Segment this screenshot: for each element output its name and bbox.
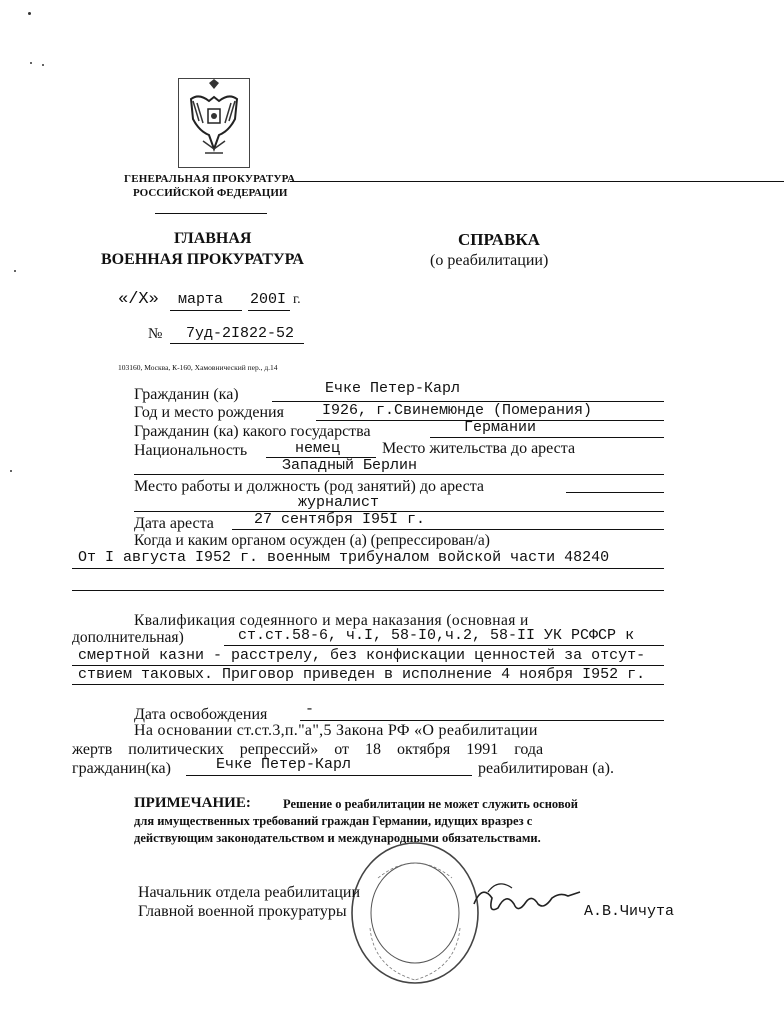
state-emblem-icon: [178, 78, 250, 168]
state-value: Германии: [464, 419, 537, 436]
note-line2: для имущественных требований граждан Германии, идущих вразрез с: [134, 814, 533, 828]
birth-label: Год и место рождения: [134, 404, 284, 421]
note-heading: ПРИМЕЧАНИЕ:: [134, 795, 251, 811]
basis-result: реабилитирован (а).: [478, 760, 614, 777]
org-underline: [155, 213, 267, 214]
residence-value: Западный Берлин: [282, 457, 418, 474]
document-subtitle: (о реабилитации): [430, 252, 549, 269]
release-line: [300, 720, 664, 721]
qualification-label-line2: дополнительная): [72, 629, 184, 646]
basis-line1: На основании ст.ст.3,п."а",5 Закона РФ «О реабилитации: [134, 722, 538, 739]
date-suffix: г.: [293, 292, 301, 307]
work-line-1: [566, 492, 664, 493]
date-year-line: [248, 310, 290, 311]
qualification-value-line2: смертной казни - расстрелу, без конфискации ценностей за отсут-: [78, 647, 646, 664]
date-month-line: [170, 310, 242, 311]
basis-citizen-line: [186, 775, 472, 776]
birth-value: I926, г.Свинемюнде (Померания): [322, 402, 593, 419]
work-label: Место работы и должность (род занятий) до ареста: [134, 478, 484, 495]
signature-title-line2: Главной военной прокуратуры: [138, 903, 347, 920]
state-label: Гражданин (ка) какого государства: [134, 423, 371, 440]
signature-icon: [468, 874, 588, 924]
convicted-line-1: [72, 568, 664, 569]
basis-citizen-label: гражданин(ка): [72, 760, 171, 777]
nationality-label: Национальность: [134, 442, 248, 459]
state-line: [430, 437, 664, 438]
citizen-label: Гражданин (ка): [134, 386, 239, 403]
nationality-value: немец: [295, 440, 341, 457]
note-line1: Решение о реабилитации не может служить основой: [283, 797, 578, 811]
work-value: журналист: [298, 494, 380, 511]
document-title: СПРАВКА: [458, 230, 540, 249]
arrest-label: Дата ареста: [134, 515, 214, 532]
date-month: марта: [178, 291, 224, 308]
arrest-line: [232, 529, 664, 530]
scan-speck: [14, 270, 16, 272]
scan-speck: [28, 12, 31, 15]
residence-label: Место жительства до ареста: [382, 440, 576, 457]
signatory-name: А.В.Чичута: [584, 903, 675, 920]
citizen-value: Ечке Петер-Карл: [325, 380, 461, 397]
note-line3: действующим законодательством и международными обязательствами.: [134, 831, 541, 845]
qualification-line-3: [72, 684, 664, 685]
qualification-value-line3: ствием таковых. Приговор приведен в исполнение 4 ноября I952 г.: [78, 666, 646, 683]
date-year: 200I: [250, 291, 287, 308]
basis-line2: жертв политических репрессий» от 18 октября 1991 года: [72, 741, 544, 758]
scan-speck: [42, 64, 44, 66]
release-label: Дата освобождения: [134, 706, 268, 723]
header-rule: [290, 181, 784, 182]
official-stamp-icon: [348, 838, 482, 988]
date-day: «/Х»: [118, 290, 159, 309]
number-line: [170, 343, 304, 344]
dept-line2: ВОЕННАЯ ПРОКУРАТУРА: [101, 251, 304, 268]
release-value: -: [305, 701, 315, 718]
dept-line1: ГЛАВНАЯ: [174, 230, 252, 247]
org-name-line1: ГЕНЕРАЛЬНАЯ ПРОКУРАТУРА: [124, 173, 296, 185]
basis-citizen-value: Ечке Петер-Карл: [216, 756, 352, 773]
scan-speck: [30, 62, 32, 64]
convicted-value: От I августа I952 г. военным трибуналом войской части 48240: [78, 549, 610, 566]
scan-speck: [10, 470, 12, 472]
qualification-line-1: [224, 645, 664, 646]
convicted-line-2: [72, 590, 664, 591]
signature-title-line1: Начальник отдела реабилитации: [138, 884, 361, 901]
qualification-label-line1: Квалификация содеянного и мера наказания (основная и: [134, 612, 529, 629]
residence-line: [134, 474, 664, 475]
arrest-value: 27 сентября I95I г.: [254, 511, 426, 528]
number-value: 7уд-2I822-52: [186, 325, 295, 342]
org-name-line2: РОССИЙСКОЙ ФЕДЕРАЦИИ: [133, 187, 288, 199]
convicted-label: Когда и каким органом осужден (а) (репрессирован/а): [134, 532, 490, 549]
qualification-value-line1: ст.ст.58-6, ч.I, 58-I0,ч.2, 58-II УК РСФСР к: [238, 627, 635, 644]
address: 103160, Москва, К-160, Хамовнический пер., д.14: [118, 363, 278, 372]
number-label: №: [148, 326, 163, 342]
